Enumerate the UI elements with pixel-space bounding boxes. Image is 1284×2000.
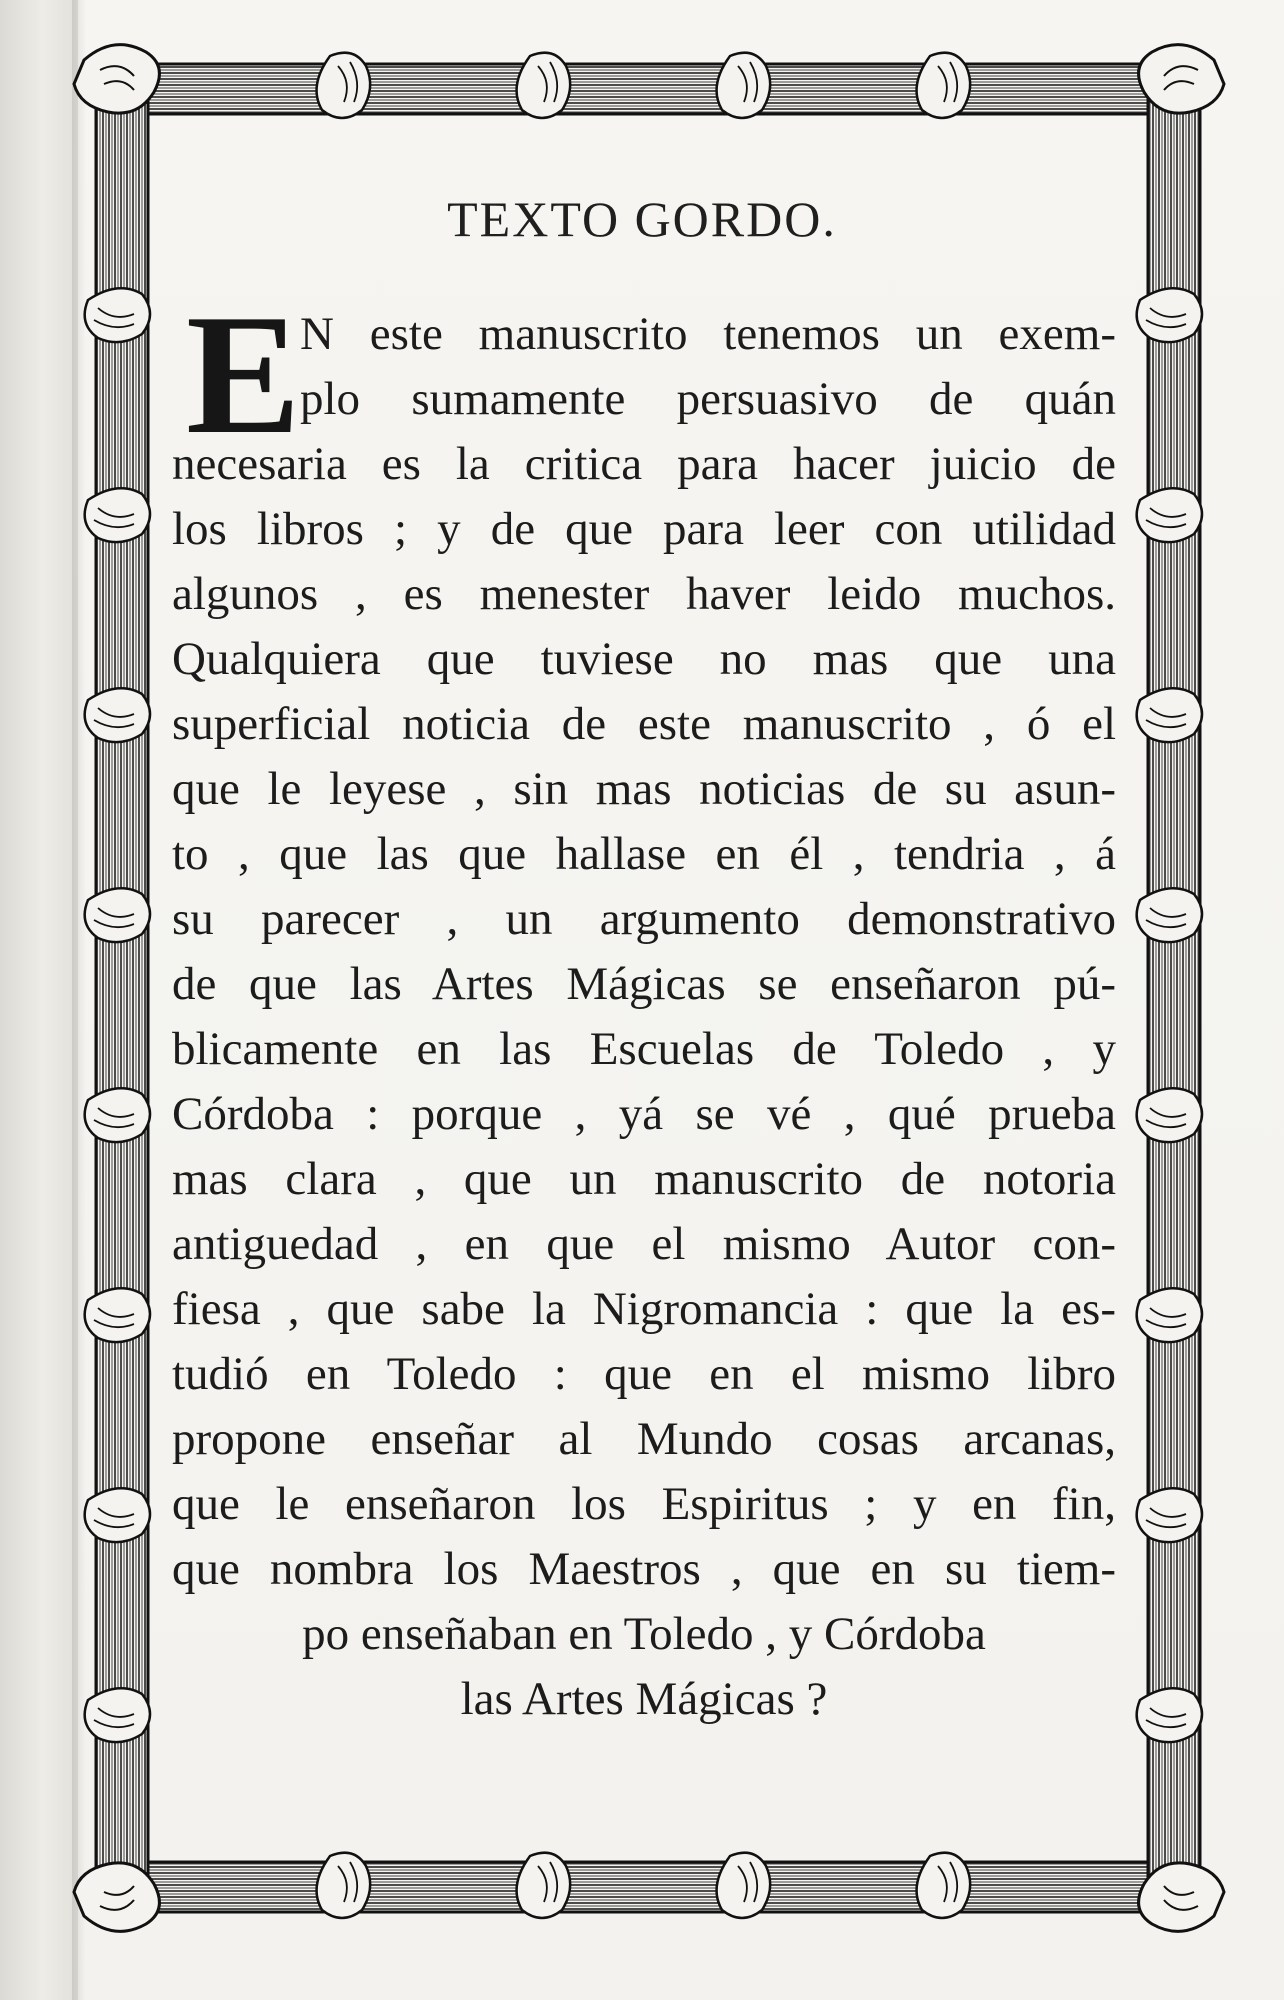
text-line: algunos , es menester haver leido muchos.	[172, 568, 1116, 620]
text-line: fiesa , que sabe la Nigromancia : que la es-	[172, 1283, 1116, 1335]
text-line: mas clara , que un manuscrito de notoria	[172, 1153, 1116, 1205]
text-line: de que las Artes Mágicas se enseñaron pú-	[172, 958, 1116, 1010]
text-line: to , que las que hallase en él , tendria , á	[172, 828, 1116, 880]
text-line: que le leyese , sin mas noticias de su asun-	[172, 763, 1116, 815]
text-line: que nombra los Maestros , que en su tiem-	[172, 1543, 1116, 1595]
text-line: las Artes Mágicas ?	[460, 1673, 828, 1725]
drop-cap: E	[186, 280, 301, 470]
text-line: blicamente en las Escuelas de Toledo , y	[172, 1023, 1116, 1075]
text-line: los libros ; y de que para leer con utilidad	[172, 503, 1116, 555]
text-line: po enseñaban en Toledo , y Córdoba	[302, 1608, 986, 1660]
text-line: Qualquiera que tuviese no mas que una	[172, 633, 1116, 685]
page-title: TEXTO GORDO.	[447, 191, 837, 247]
text-line: Córdoba : porque , yá se vé , qué prueba	[172, 1088, 1116, 1140]
body-text	[172, 280, 1116, 1732]
text-line: necesaria es la critica para hacer juicio de	[172, 438, 1116, 490]
text-line: su parecer , un argumento demonstrativo	[172, 893, 1116, 945]
text-line: propone enseñar al Mundo cosas arcanas,	[172, 1413, 1116, 1465]
text-line: antiguedad , en que el mismo Autor con-	[172, 1218, 1116, 1270]
text-line: plo sumamente persuasivo de quán	[300, 373, 1116, 425]
text-line: tudió en Toledo : que en el mismo libro	[172, 1348, 1116, 1400]
text-line: superficial noticia de este manuscrito , ó el	[172, 698, 1116, 750]
text-line: que le enseñaron los Espiritus ; y en fin,	[172, 1478, 1116, 1530]
text-line: N este manuscrito tenemos un exem-	[300, 308, 1116, 360]
